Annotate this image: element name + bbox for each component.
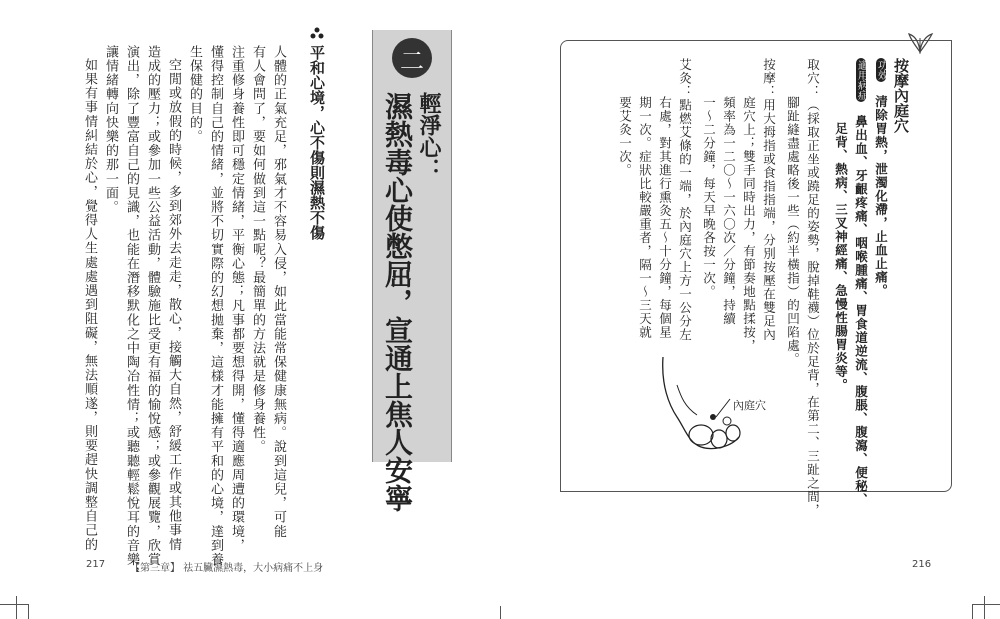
body-line: 空閒或放假的時候，多到郊外去走走，散心，接觸大自然，舒緩工作或其他事情	[166, 58, 181, 552]
acu-line: 要艾灸一次。	[617, 96, 633, 177]
crop-mark	[28, 604, 29, 619]
acupoint-title: 按摩內庭穴	[892, 58, 910, 133]
crop-mark	[972, 604, 1000, 605]
acu-line: 艾灸：點燃艾條的一端，於內庭穴上方一公分左	[677, 58, 693, 342]
acu-line: 按摩：用大拇指或食指指端，分別按壓在雙足內	[761, 58, 777, 342]
acu-line: 庭穴上；雙手同時出力，有節奏地點揉按，	[741, 96, 757, 353]
acu-line: 頻率為一二〇～一六〇次／分鐘，持續	[721, 96, 737, 326]
body-line: 演出，除了豐富自己的見識，也能在潛移默化之中陶冶性情；或聽聽輕鬆悅耳的音樂，	[124, 45, 139, 581]
body-line: 生保健的目的。	[187, 45, 202, 144]
body-line: 有人會問了，要如何做到這一點呢？最簡單的方法就是修身養性。	[250, 45, 265, 454]
chapter-title: 濕熱毒心使憋屈，宣通上焦人安寧	[381, 92, 414, 512]
indication-text-continued: 足背、熱病、三叉神經痛、急慢性腸胃炎等。	[833, 122, 849, 392]
page-number-right: 216	[912, 559, 932, 570]
crop-mark	[972, 604, 973, 619]
body-line: 造成的壓力；或參加一些公益活動，體驗施比受更有福的愉悅感；或參觀展覽，欣賞	[145, 45, 160, 567]
running-footer: 【第三章】 祛五臟濕熱毒，大小病痛不上身	[130, 563, 324, 574]
chapter-subtitle: 輕淨心：	[416, 92, 442, 180]
section-heading: 平和心境，心不傷則濕熱不傷	[308, 45, 326, 240]
page-number-left: 217	[86, 559, 106, 570]
body-line: 讓情緒轉向快樂的那一面。	[103, 45, 118, 215]
indication-tag: 適用病症	[855, 60, 867, 100]
body-line: 如果有事情糾結於心，覺得人生處處遇到阻礙，無法順遂，則要趕快調整自己的	[82, 58, 97, 552]
acu-line: 取穴：（採取正坐或蹺足的姿勢，脫掉鞋襪）位於足背，在第二、三趾之間，	[805, 58, 821, 517]
crop-mark	[984, 596, 985, 619]
body-line: 懂得控制自己的情緒，並將不切實際的幻想拋棄，這樣才能擁有平和的心境，達到養	[208, 45, 223, 567]
efficacy-text: 清除胃熱，泄濁化滯，止血止痛。	[873, 95, 889, 298]
clover-icon	[310, 27, 324, 45]
body-line: 人體的正氣充足，邪氣才不容易入侵，如此當能常保健康無病。說到這兒，可能	[271, 45, 286, 539]
figure-label: 內庭穴	[733, 399, 766, 412]
acu-line: 腳趾縫盡處略後一些（約半橫指）的凹陷處。	[785, 96, 801, 366]
body-line: 注重修身養性即可穩定情緒，平衡心態；凡事都要想得開，懂得適應周遭的環境，	[229, 45, 244, 553]
crop-mark	[16, 596, 17, 619]
efficacy-tag: 功效	[875, 60, 887, 80]
acu-line: 期一次。症狀比較嚴重者，隔一～三天就	[637, 96, 653, 339]
indication-text: 鼻出血、牙齦疼痛、咽喉腫痛、胃食道逆流、腹脹、腹瀉、便秘、	[853, 115, 869, 507]
chapter-number-badge: 二	[392, 38, 432, 78]
acu-line: 右處，對其進行熏灸五～十分鐘，每個星	[657, 96, 673, 339]
acu-line: 一～二分鐘，每天早晚各按一次。	[701, 96, 717, 299]
crop-mark	[500, 606, 501, 619]
crop-mark	[0, 604, 28, 605]
leaf-icon	[905, 30, 935, 55]
